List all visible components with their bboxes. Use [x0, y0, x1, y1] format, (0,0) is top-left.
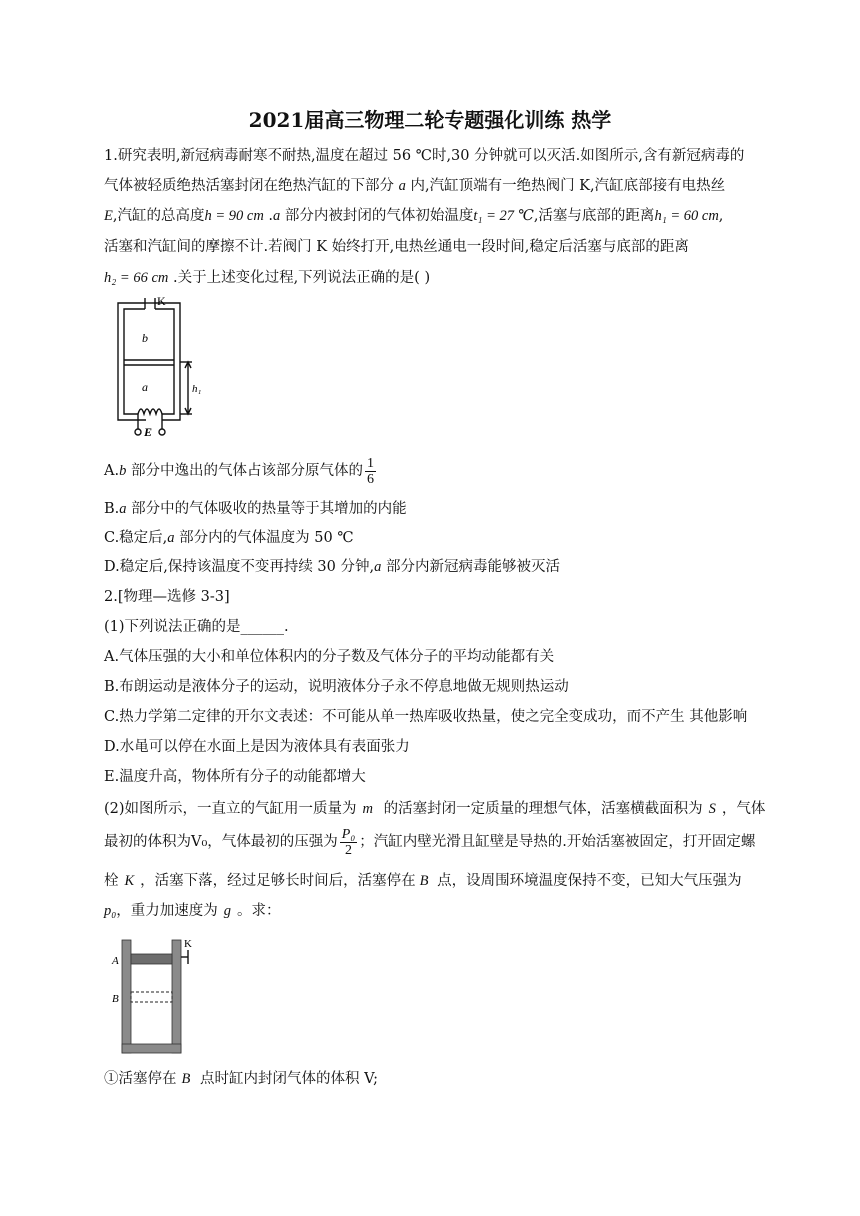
q2-part2-line-3: 栓 K ，活塞下落，经过足够长时间后，活塞停在 B 点，设周围环境温度保持不变，已知大气压强为	[104, 873, 742, 889]
height-label-h1: h₁	[192, 383, 202, 395]
initial-temperature-formula: t₁ = 27 ℃	[473, 208, 534, 224]
q2-option-a: A.气体压强的大小和单位体积内的分子数及气体分子的平均动能都有关	[104, 649, 555, 665]
q1-option-a: A.b 部分中逸出的气体占该部分原气体的 $\frac{1}{6}$	[104, 455, 374, 487]
fraction-p0-over-2: $\frac{\text{P₀}}{2}$	[341, 826, 356, 858]
q1-line-1: 1.研究表明,新冠病毒耐寒不耐热,温度在超过 56 ℃时,30 分钟就可以灭活.如图所示,含有新冠病毒的	[104, 148, 745, 164]
bolt-label-k: K	[184, 938, 192, 950]
position-label-b: B	[112, 993, 119, 1005]
valve-label-k: K	[157, 294, 166, 308]
position-label-a: A	[112, 955, 119, 967]
region-label-a: a	[142, 380, 148, 394]
q2-question-1: ①活塞停在 B 点时缸内封闭气体的体积 V;	[104, 1071, 378, 1087]
page-title: 2021届高三物理二轮专题强化训练 热学	[248, 108, 612, 132]
q2-part2-line-1: (2)如图所示，一直立的气缸用一质量为 m 的活塞封闭一定质量的理想气体，活塞横截面积为 S ，气体	[104, 801, 766, 817]
q1-line-2: 气体被轻质绝热活塞封闭在绝热汽缸的下部分 a 内,汽缸顶端有一绝热阀门 K,汽缸底部接有电热丝	[104, 178, 726, 194]
cylinder-diagram-1	[108, 294, 218, 444]
q1-option-d: D.稳定后,保持该温度不变再持续 30 分钟,a 部分内新冠病毒能够被灭活	[104, 559, 560, 575]
q1-line-3: E,汽缸的总高度h = 90 cm .a 部分内被封闭的气体初始温度t₁ = 27 ℃,活塞与底部的距离h₁ = 60 cm,	[104, 208, 724, 224]
cylinder-diagram-2	[104, 934, 204, 1058]
fraction-one-sixth: $\frac{1}{6}$	[366, 455, 374, 487]
q2-option-b: B.布朗运动是液体分子的运动，说明液体分子永不停息地做无规则热运动	[104, 679, 569, 695]
q2-part2-line-2: 最初的体积为V₀，气体最初的压强为 $\frac{\text{P₀}}{2}$ ；汽缸内壁光滑且缸壁是导热的.开始活塞被固定，打开固定螺	[104, 826, 756, 858]
q2-option-e: E.温度升高，物体所有分子的动能都增大	[104, 769, 366, 785]
q2-option-d: D.水黾可以停在水面上是因为液体具有表面张力	[104, 739, 410, 755]
final-height-formula: h₂ = 66 cm	[104, 270, 169, 286]
q2-part2-line-4: p₀，重力加速度为 g 。求：	[104, 903, 281, 919]
initial-height-formula: h₁ = 60 cm	[654, 208, 719, 224]
q1-option-b: B.a 部分中的气体吸收的热量等于其增加的内能	[104, 501, 407, 517]
q2-sub1: (1)下列说法正确的是______.	[104, 619, 289, 635]
heater-label-e: E	[144, 425, 153, 439]
region-label-b: b	[142, 331, 148, 345]
q2-option-c: C.热力学第二定律的开尔文表述：不可能从单一热库吸收热量，使之完全变成功，而不产生 其他影响	[104, 709, 748, 725]
q2-heading: 2.[物理—选修 3-3]	[104, 589, 230, 605]
q1-option-c: C.稳定后,a 部分内的气体温度为 50 ℃	[104, 530, 354, 546]
total-height-formula: h = 90 cm	[204, 208, 264, 224]
q1-line-4: 活塞和汽缸间的摩擦不计.若阀门 K 始终打开,电热丝通电一段时间,稳定后活塞与底部的距离	[104, 239, 689, 255]
q1-line-5: h₂ = 66 cm .关于上述变化过程,下列说法正确的是( )	[104, 270, 431, 286]
